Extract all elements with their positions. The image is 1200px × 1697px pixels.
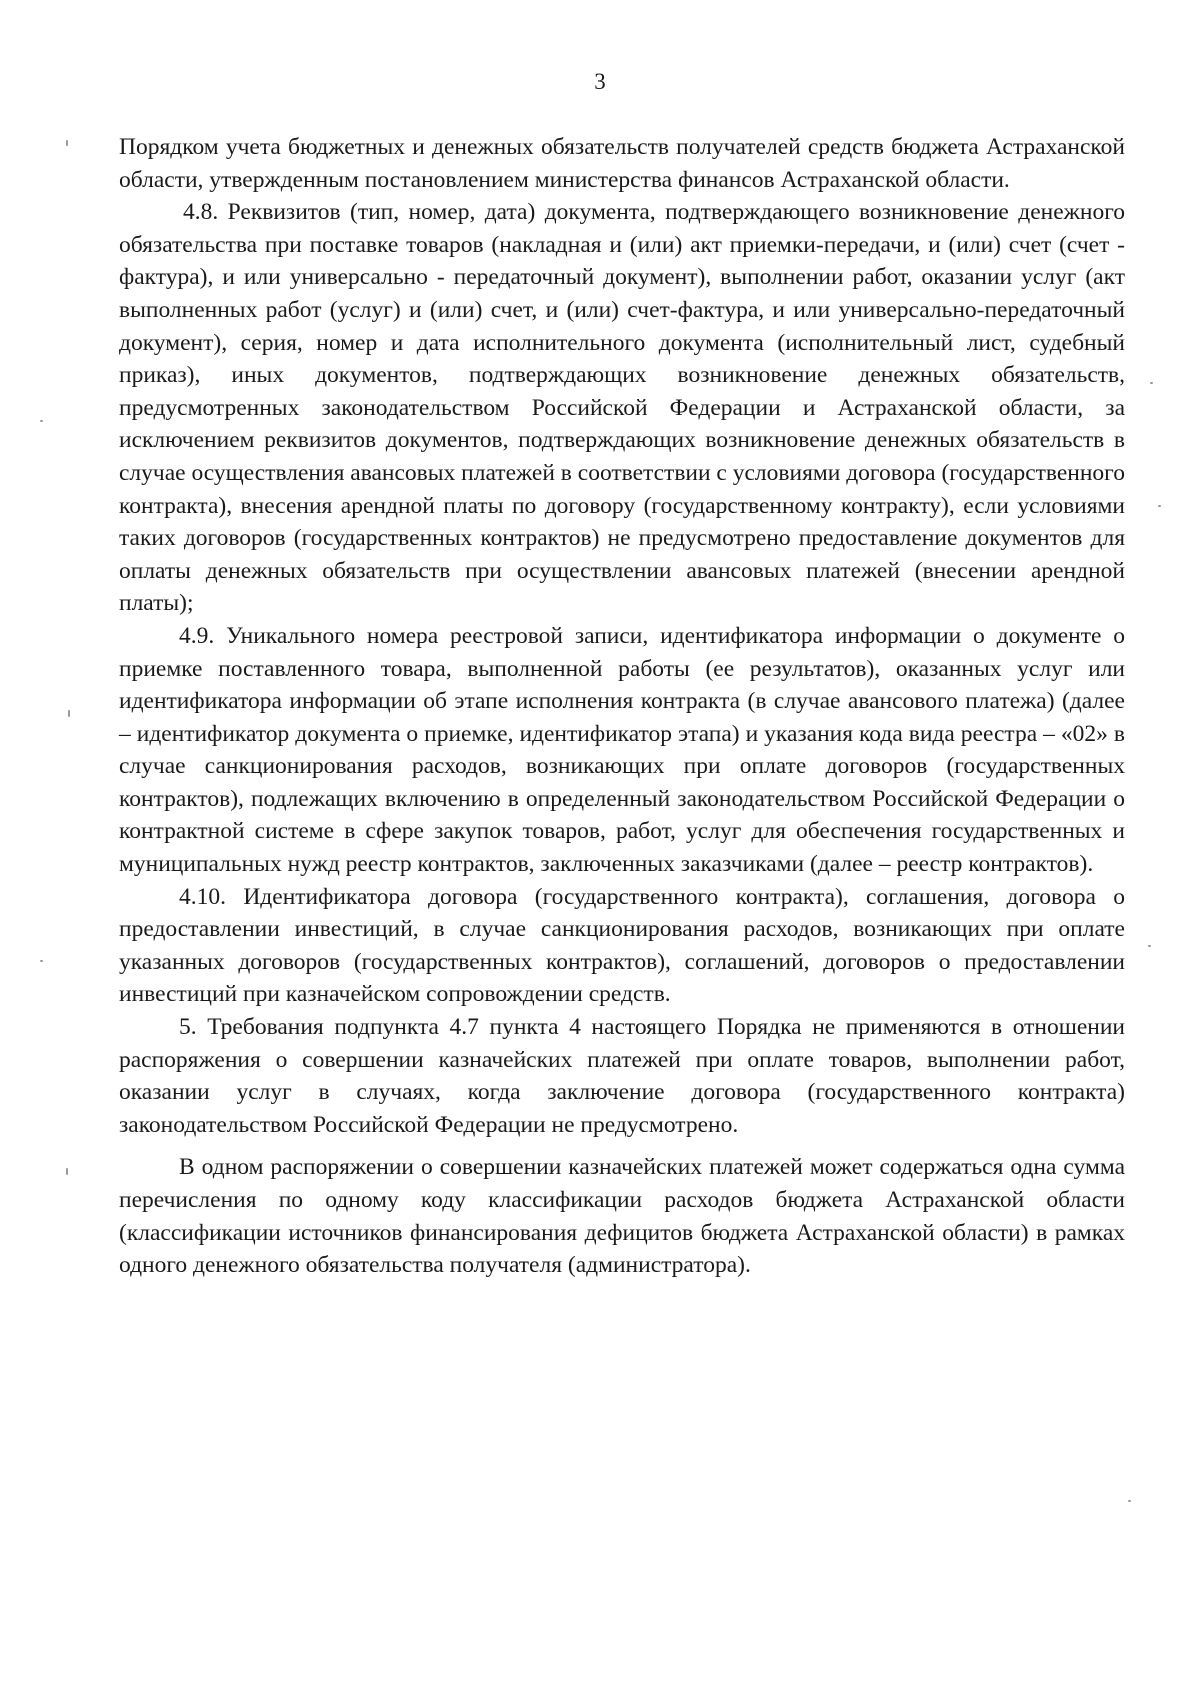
paragraph-4-8: 4.8. Реквизитов (тип, номер, дата) документа, подтверждающего возникновение денежного обязательства при поставке товаров (накладная и (или) акт приемки-передачи, и (или) счет (счет - фактура), и или универсально - передаточный документ), выполнении работ, оказании услуг (акт выполненных работ (услуг) и (или) счет, и (или) счет-фактура, и или универсально-передаточный документ), серия, номер и дата исполнительного документа (исполнительный лист, судебный приказ), иных документов, подтверждающих возникновение денежных обязательств, предусмотренных законодательством Российской Федерации и Астраханской области, за исключением реквизитов документов, подтверждающих возникновение денежных обязательств в случае осуществления авансовых платежей в соответствии с условиями договора (государственного контракта), внесения арендной платы по договору (государственному контракту), если условиями таких договоров (государственных контрактов) не предусмотрено предоставление документов для оплаты денежных обязательств при осуществлении авансовых платежей (внесении арендной платы); bbox=[119, 199, 1125, 617]
scan-speck bbox=[1158, 505, 1161, 507]
scan-speck bbox=[66, 140, 68, 146]
paragraph-4-9: 4.9. Уникального номера реестровой записи, идентификатора информации о документе о приемке поставленного товара, выполненной работы (ее результатов), оказанных услуг или идентификатора информации об этапе исполнения контракта (в случае авансового платежа) (далее – идентификатор документа о приемке, идентификатор этапа) и указания кода вида реестра – «02» в случае санкционирования расходов, возникающих при оплате договоров (государственных контрактов), подлежащих включению в определенный законодательством Российской Федерации о контрактной системе в сфере закупок товаров, работ, услуг для обеспечения государственных и муниципальных нужд реестр контрактов, заключенных заказчиками (далее – реестр контрактов). bbox=[119, 622, 1125, 878]
paragraph-single-sum: В одном распоряжении о совершении казначейских платежей может содержаться одна сумма перечисления по одному коду классификации расходов бюджета Астраханской области (классификации источников финансирования дефицитов бюджета Астраханской области) в рамках одного денежного обязательства получателя (администратора). bbox=[119, 1154, 1125, 1279]
scan-speck bbox=[1148, 945, 1151, 947]
scan-speck bbox=[1128, 1500, 1131, 1502]
page-number: 3 bbox=[594, 69, 606, 94]
scan-speck bbox=[68, 710, 70, 717]
document-body bbox=[119, 131, 1125, 1282]
paragraph-5: 5. Требования подпункта 4.7 пункта 4 настоящего Порядка не применяются в отношении распоряжения о совершении казначейских платежей при оплате товаров, выполнении работ, оказании услуг в случаях, когда заключение договора (государственного контракта) законодательством Российской Федерации не предусмотрено. bbox=[119, 1014, 1125, 1138]
scan-speck bbox=[40, 420, 43, 422]
scan-speck bbox=[66, 1168, 68, 1175]
paragraph-continuation: Порядком учета бюджетных и денежных обязательств получателей средств бюджета Астраханской области, утвержденным постановлением министерства финансов Астраханской области. bbox=[119, 134, 1125, 193]
scan-speck bbox=[40, 960, 43, 962]
paragraph-4-10: 4.10. Идентификатора договора (государственного контракта), соглашения, договора о предоставлении инвестиций, в случае санкционирования расходов, возникающих при оплате указанных договоров (государственных контрактов), соглашений, договоров о предоставлении инвестиций при казначейском сопровождении средств. bbox=[119, 883, 1125, 1008]
scan-speck bbox=[1150, 382, 1153, 384]
